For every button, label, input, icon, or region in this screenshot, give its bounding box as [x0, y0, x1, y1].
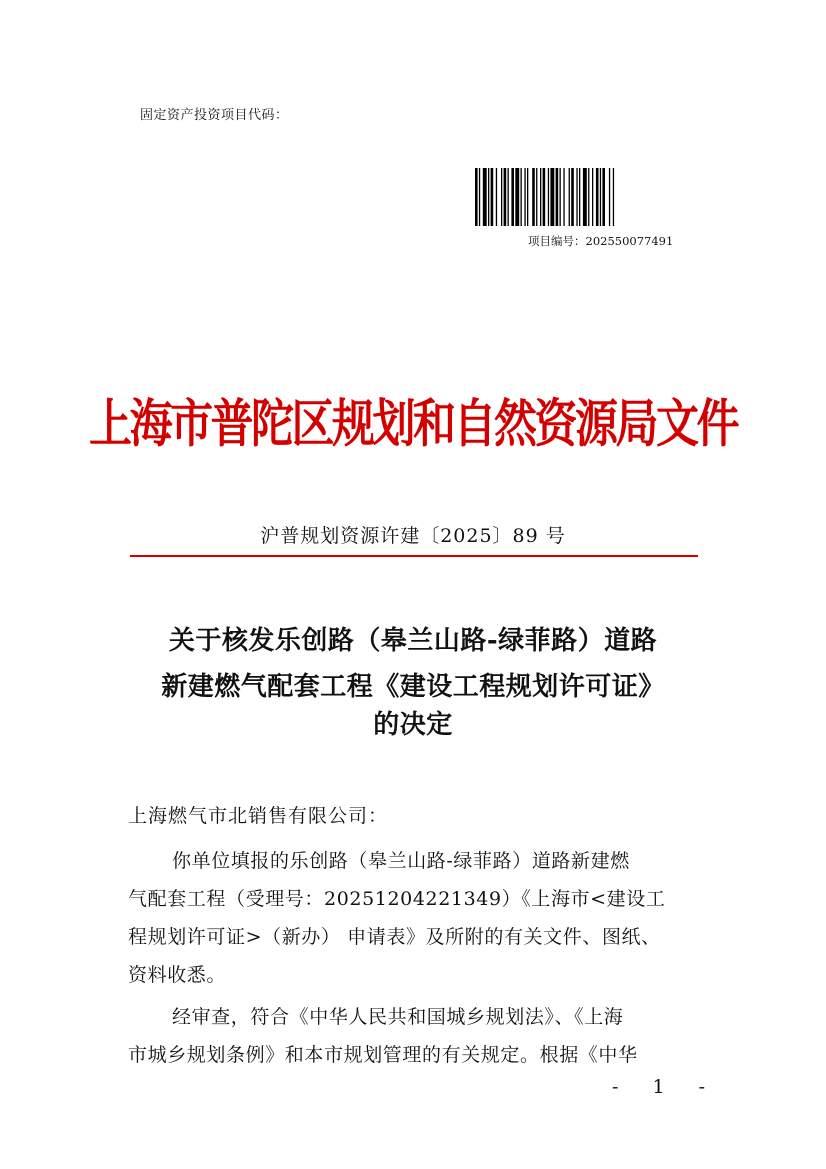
barcode-bar — [588, 168, 589, 226]
barcode-bar — [563, 168, 564, 226]
barcode-bar — [536, 168, 537, 226]
barcode-bar — [488, 168, 489, 226]
document-title-line-1: 关于核发乐创路（皋兰山路-绿菲路）道路 — [168, 626, 658, 656]
barcode-bar — [609, 168, 610, 226]
barcode-bar — [521, 168, 522, 226]
barcode-bar — [501, 168, 502, 226]
body-paragraph-1-line: 你单位填报的乐创路（皋兰山路-绿菲路）道路新建燃 — [172, 850, 630, 872]
document-number: 沪普规划资源许建〔2025〕89 号 — [260, 525, 566, 547]
barcode-bar — [569, 168, 570, 226]
barcode-bar — [508, 168, 509, 226]
barcode-bar — [579, 168, 580, 226]
barcode-bar — [596, 168, 599, 226]
red-divider-line — [130, 555, 698, 557]
body-paragraph-1-line: 程规划许可证>（新办） 申请表》及所附的有关文件、图纸、 — [128, 926, 661, 948]
project-number: 项目编号：202550077491 — [528, 234, 674, 248]
page-number: - 1 - — [612, 1076, 720, 1098]
barcode-bar — [548, 168, 549, 226]
barcode-bar — [592, 168, 593, 226]
body-paragraph-1-line: 气配套工程（受理号：20251204221349）《上海市<建设工 — [128, 888, 666, 910]
barcode-bar — [496, 168, 497, 226]
barcode-bar — [511, 168, 514, 226]
barcode-bar — [602, 168, 605, 226]
barcode-bar — [600, 168, 601, 226]
body-paragraph-1-line: 资料收悉。 — [128, 964, 227, 986]
barcode-bar — [524, 168, 525, 226]
barcode-bar — [527, 168, 528, 226]
barcode-bar — [532, 168, 535, 226]
barcode-bar — [504, 168, 507, 226]
barcode-bar — [576, 168, 577, 226]
project-code-label: 固定资产投资项目代码： — [140, 108, 289, 123]
barcode-bar — [550, 168, 554, 226]
barcode-bar — [583, 168, 587, 226]
recipient-line: 上海燃气市北销售有限公司： — [128, 805, 389, 827]
barcode-bar — [556, 168, 559, 226]
barcode-bar — [571, 168, 574, 226]
barcode-bar — [540, 168, 541, 226]
barcode-bar — [491, 168, 494, 226]
barcode-bar — [479, 168, 480, 226]
barcode — [475, 168, 687, 226]
document-header-title: 上海市普陀区规划和自然资源局文件 — [89, 394, 737, 455]
barcode-bar — [483, 168, 487, 226]
barcode-bar — [560, 168, 561, 226]
barcode-bar — [543, 168, 546, 226]
barcode-bar — [613, 168, 614, 226]
body-paragraph-2-line: 经审查，符合《中华人民共和国城乡规划法》、《上海 — [172, 1006, 624, 1028]
body-paragraph-2-line: 市城乡规划条例》和本市规划管理的有关规定。根据《中华 — [128, 1044, 638, 1066]
barcode-bar — [515, 168, 519, 226]
document-title-line-2: 新建燃气配套工程《建设工程规划许可证》 — [161, 672, 665, 702]
barcode-bar — [475, 168, 478, 226]
document-title-line-3: 的决定 — [373, 710, 453, 740]
